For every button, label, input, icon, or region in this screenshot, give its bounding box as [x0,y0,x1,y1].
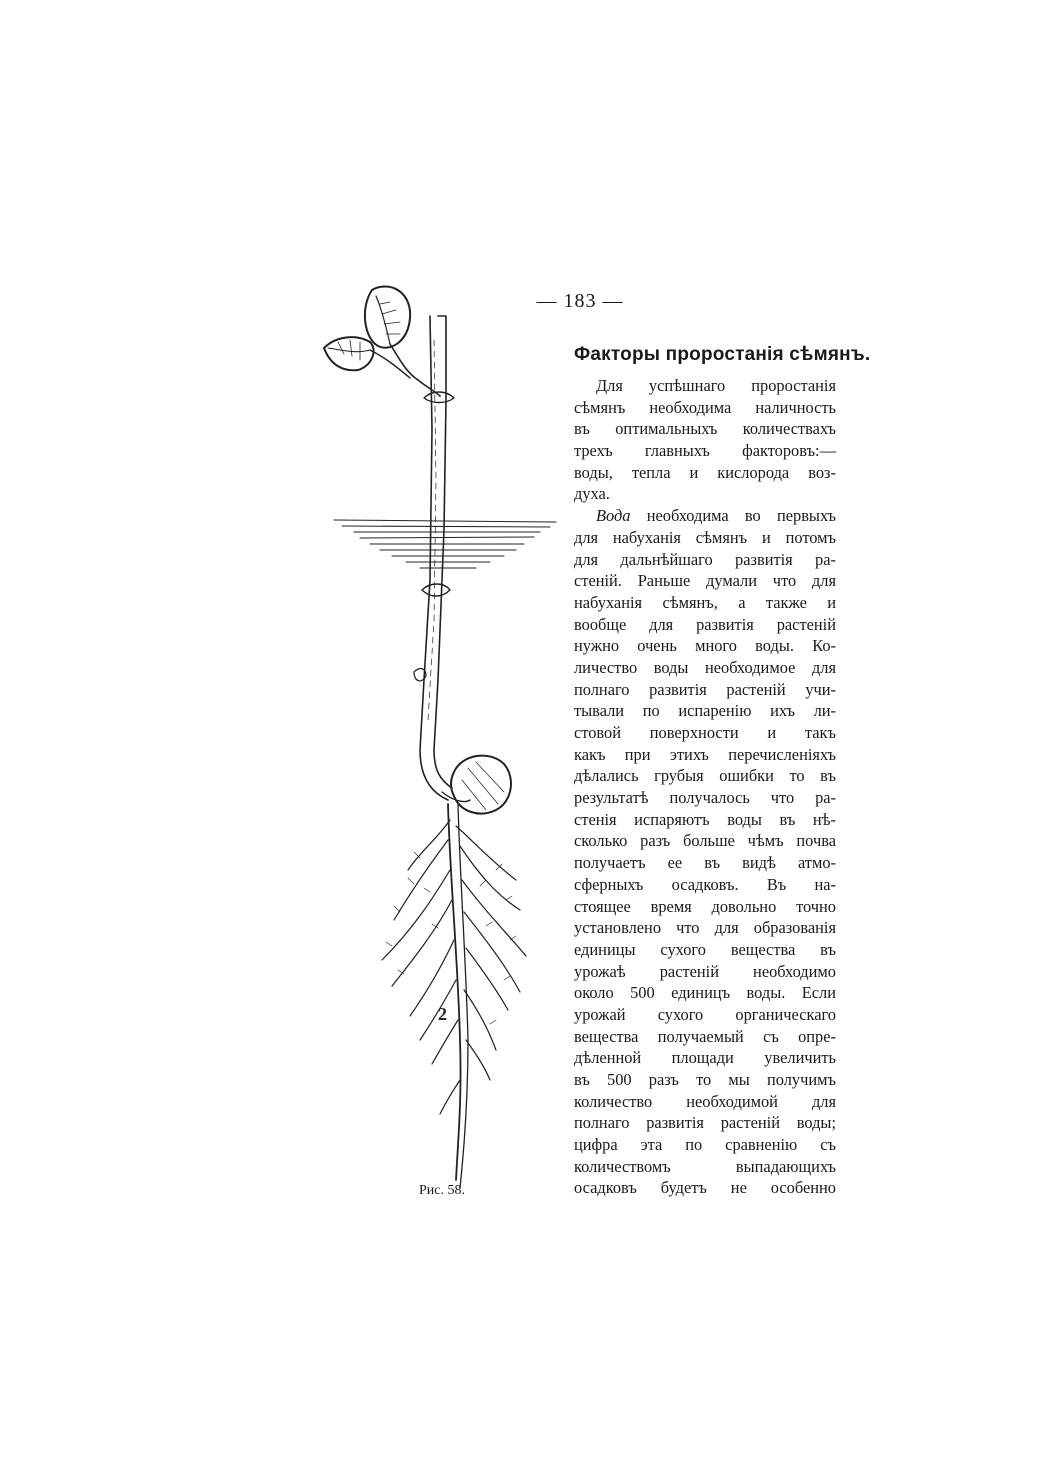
text-line: около 500 единицъ воды. Если [574,983,836,1003]
text-line: въ оптимальныхъ количествахъ [574,419,836,439]
text-line: какъ при этихъ перечисленіяхъ [574,744,836,764]
text-line: урожаѣ растеній необходимо [574,961,836,981]
text-line: полнаго развитія растеній учи- [574,679,836,699]
text-line: стеній. Раньше думали что для [574,571,836,591]
text-line: стовой поверхности и такъ [574,723,836,742]
text-line: результатѣ получалось что ра- [574,788,836,808]
text-line: дѣленной площади увеличить [574,1048,836,1068]
seed [451,756,511,814]
text-line: дѣлались грубыя ошибки то въ [574,766,836,786]
text-line: сколько разъ больше чѣмъ почва [574,831,836,851]
text-line: получаетъ ее въ видѣ атмо- [574,853,836,873]
text-run: необходима во первыхъ [630,506,836,526]
text-line: Для успѣшнаго проростанія [596,376,836,395]
seedling-illustration [320,280,565,1195]
italic-word: Вода [596,506,631,526]
water-surface [334,520,556,568]
text-line [574,505,836,527]
text-line: полнаго развитія растеній воды; [574,1113,836,1133]
text-line: трехъ главныхъ факторовъ:— [574,441,836,461]
section-heading: Факторы проростанія сѣмянъ. [574,344,871,365]
text-line: осадковъ будетъ не особенно [574,1178,836,1198]
text-line: для набуханія сѣмянъ и потомъ [574,527,836,547]
text-line: вообще для развитія растеній [574,614,836,634]
text-line: духа. [574,484,610,504]
leaf-top [365,286,410,347]
text-line: воды, тепла и кислорода воз- [574,462,836,482]
text-line: количествомъ выпадающихъ [574,1156,836,1176]
stem [434,316,452,788]
text-line: стоящее время довольно точно [574,896,836,916]
text-line: урожай сухого органическаго [574,1004,836,1024]
text-line: личество воды необходимое для [574,657,836,677]
text-line: нужно очень много воды. Ко- [574,636,836,656]
leaf-left [324,337,374,370]
text-line: сферныхъ осадковъ. Въ на- [574,874,836,894]
text-line: единицы сухого вещества въ [574,939,836,959]
text-line: тывали по испаренію ихъ ли- [574,701,836,721]
lateral-roots [382,820,526,1114]
text-line: цифра эта по сравненію съ [574,1135,836,1155]
text-line: стенія испаряютъ воды въ нѣ- [574,809,836,829]
body-text [574,375,836,1199]
figure-caption: Рис. 58. [419,1183,465,1198]
text-line: набуханія сѣмянъ, а также и [574,592,836,612]
page-number: — 183 — [536,290,624,312]
figure-label: 2 [438,1004,447,1024]
text-line: количество необходимой для [574,1091,836,1111]
text-line: установлено что для образованія [574,918,836,938]
text-line: для дальнѣйшаго развитія ра- [574,549,836,569]
text-line: сѣмянъ необходима наличность [574,397,836,417]
text-line: въ 500 разъ то мы получимъ [574,1070,836,1089]
text-line: вещества получаемый съ опре- [574,1026,836,1046]
